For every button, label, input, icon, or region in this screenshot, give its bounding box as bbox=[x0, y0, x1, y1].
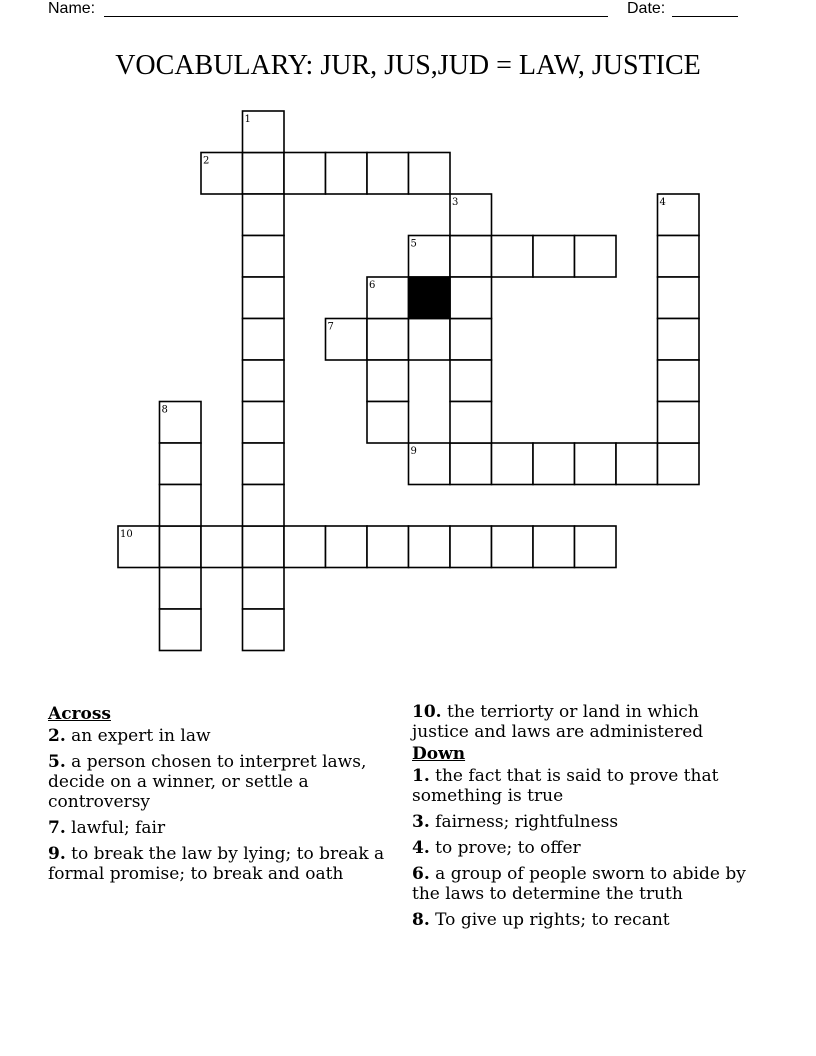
clue-number: 6. bbox=[412, 864, 430, 884]
grid-cell[interactable] bbox=[243, 402, 285, 444]
grid-block bbox=[409, 277, 451, 319]
clue-number-label: 4 bbox=[659, 197, 666, 208]
clue-across-2 bbox=[48, 726, 396, 746]
grid-cell[interactable] bbox=[160, 609, 202, 651]
clue-down-4 bbox=[412, 838, 752, 858]
grid-cell[interactable] bbox=[409, 526, 451, 568]
grid-cell[interactable] bbox=[243, 526, 285, 568]
clue-text: to break the law by lying; to break a formal promise; to break and oath bbox=[48, 844, 385, 884]
grid-cell[interactable] bbox=[575, 526, 617, 568]
grid-cell[interactable] bbox=[533, 526, 575, 568]
grid-cell[interactable] bbox=[367, 153, 409, 195]
grid-cell[interactable] bbox=[367, 277, 409, 319]
date-label: Date: bbox=[627, 0, 666, 17]
clue-number-label: 8 bbox=[161, 404, 168, 416]
name-label: Name: bbox=[48, 0, 96, 17]
grid-cell[interactable] bbox=[658, 402, 700, 444]
grid-cell[interactable] bbox=[450, 402, 492, 444]
grid-cell[interactable] bbox=[658, 443, 700, 485]
clue-text: the terriorty or land in which justice and laws are administered bbox=[412, 702, 704, 742]
grid-cell[interactable] bbox=[575, 236, 617, 278]
clue-down-8 bbox=[412, 910, 752, 930]
grid-cell[interactable] bbox=[326, 526, 368, 568]
grid-cell[interactable] bbox=[450, 360, 492, 402]
grid-cell[interactable] bbox=[450, 277, 492, 319]
clue-number-label: 9 bbox=[410, 446, 417, 457]
clue-across-10 bbox=[412, 702, 752, 742]
clue-number-label: 10 bbox=[120, 529, 133, 540]
grid-cell[interactable] bbox=[409, 153, 451, 195]
grid-cell[interactable] bbox=[367, 360, 409, 402]
clue-number: 8. bbox=[412, 910, 430, 930]
clue-across-7 bbox=[48, 818, 396, 838]
clue-number: 9. bbox=[48, 844, 66, 864]
across-heading: Across bbox=[48, 704, 111, 724]
clue-number: 3. bbox=[412, 812, 430, 832]
grid-cell[interactable] bbox=[118, 526, 160, 568]
grid-cell[interactable] bbox=[658, 277, 700, 319]
grid-cell[interactable] bbox=[243, 443, 285, 485]
grid-cell[interactable] bbox=[326, 319, 368, 361]
grid-cell[interactable] bbox=[658, 194, 700, 236]
clue-number: 7. bbox=[48, 818, 66, 838]
grid-cell[interactable] bbox=[160, 443, 202, 485]
grid-cell[interactable] bbox=[616, 443, 658, 485]
grid-cell[interactable] bbox=[409, 236, 451, 278]
clue-text: the fact that is said to prove that something is true bbox=[412, 766, 719, 806]
grid-cell[interactable] bbox=[243, 277, 285, 319]
grid-cell[interactable] bbox=[243, 485, 285, 527]
clue-number-label: 7 bbox=[327, 321, 334, 333]
clue-number: 5. bbox=[48, 752, 66, 772]
grid-cell[interactable] bbox=[243, 153, 285, 195]
grid-cell[interactable] bbox=[367, 402, 409, 444]
page-title: VOCABULARY: JUR, JUS,JUD = LAW, JUSTICE bbox=[115, 50, 701, 81]
clue-number-label: 1 bbox=[244, 114, 251, 125]
grid-cell[interactable] bbox=[160, 568, 202, 610]
grid-cell[interactable] bbox=[201, 526, 243, 568]
clue-text: fairness; rightfulness bbox=[435, 812, 619, 832]
grid-cell[interactable] bbox=[658, 236, 700, 278]
grid-cell[interactable] bbox=[492, 236, 534, 278]
clue-text: to prove; to offer bbox=[435, 838, 581, 858]
clue-number: 2. bbox=[48, 726, 66, 746]
grid-cell[interactable] bbox=[243, 609, 285, 651]
grid-cell[interactable] bbox=[243, 111, 285, 153]
grid-cell[interactable] bbox=[533, 443, 575, 485]
clue-down-3 bbox=[412, 812, 752, 832]
grid-cell[interactable] bbox=[243, 360, 285, 402]
clue-down-1 bbox=[412, 766, 752, 806]
grid-cell[interactable] bbox=[160, 526, 202, 568]
clue-number-label: 6 bbox=[369, 280, 376, 291]
grid-cell[interactable] bbox=[492, 526, 534, 568]
clue-number-label: 3 bbox=[452, 197, 459, 208]
grid-cell[interactable] bbox=[533, 236, 575, 278]
grid-cell[interactable] bbox=[284, 526, 326, 568]
grid-cell[interactable] bbox=[243, 568, 285, 610]
name-field[interactable] bbox=[104, 16, 608, 17]
clue-number: 10. bbox=[412, 702, 442, 722]
grid-cell[interactable] bbox=[450, 526, 492, 568]
grid-cell[interactable] bbox=[450, 194, 492, 236]
clue-across-5 bbox=[48, 752, 396, 812]
clues-right-column bbox=[412, 702, 752, 936]
grid-cell[interactable] bbox=[243, 319, 285, 361]
grid-cell[interactable] bbox=[243, 194, 285, 236]
grid-cell[interactable] bbox=[160, 485, 202, 527]
down-heading: Down bbox=[412, 744, 466, 764]
grid-cell[interactable] bbox=[409, 319, 451, 361]
clue-text: a person chosen to interpret laws, decide on a winner, or settle a controversy bbox=[48, 752, 367, 812]
grid-cell[interactable] bbox=[243, 236, 285, 278]
clue-across-9 bbox=[48, 844, 396, 884]
clue-text: an expert in law bbox=[71, 726, 211, 746]
grid-cell[interactable] bbox=[450, 236, 492, 278]
clue-number: 4. bbox=[412, 838, 430, 858]
clue-down-6 bbox=[412, 864, 752, 904]
grid-cell[interactable] bbox=[201, 153, 243, 195]
clue-text: To give up rights; to recant bbox=[435, 910, 670, 930]
grid-cell[interactable] bbox=[575, 443, 617, 485]
grid-cell[interactable] bbox=[409, 443, 451, 485]
grid-cell[interactable] bbox=[160, 402, 202, 444]
header bbox=[48, 0, 748, 20]
clue-number: 1. bbox=[412, 766, 430, 786]
clues-left-column bbox=[48, 702, 396, 890]
grid-cell[interactable] bbox=[284, 153, 326, 195]
grid-cell[interactable] bbox=[367, 319, 409, 361]
clue-text: lawful; fair bbox=[71, 818, 166, 838]
clue-number-label: 2 bbox=[203, 155, 210, 167]
grid-cell[interactable] bbox=[326, 153, 368, 195]
grid-cell[interactable] bbox=[658, 360, 700, 402]
grid-cell[interactable] bbox=[492, 443, 534, 485]
grid-cell[interactable] bbox=[367, 526, 409, 568]
grid-cell[interactable] bbox=[658, 319, 700, 361]
grid-cell[interactable] bbox=[450, 319, 492, 361]
date-field[interactable] bbox=[672, 16, 738, 17]
clue-number-label: 5 bbox=[410, 238, 417, 250]
clue-text: a group of people sworn to abide by the laws to determine the truth bbox=[412, 864, 746, 904]
grid-cell[interactable] bbox=[450, 443, 492, 485]
